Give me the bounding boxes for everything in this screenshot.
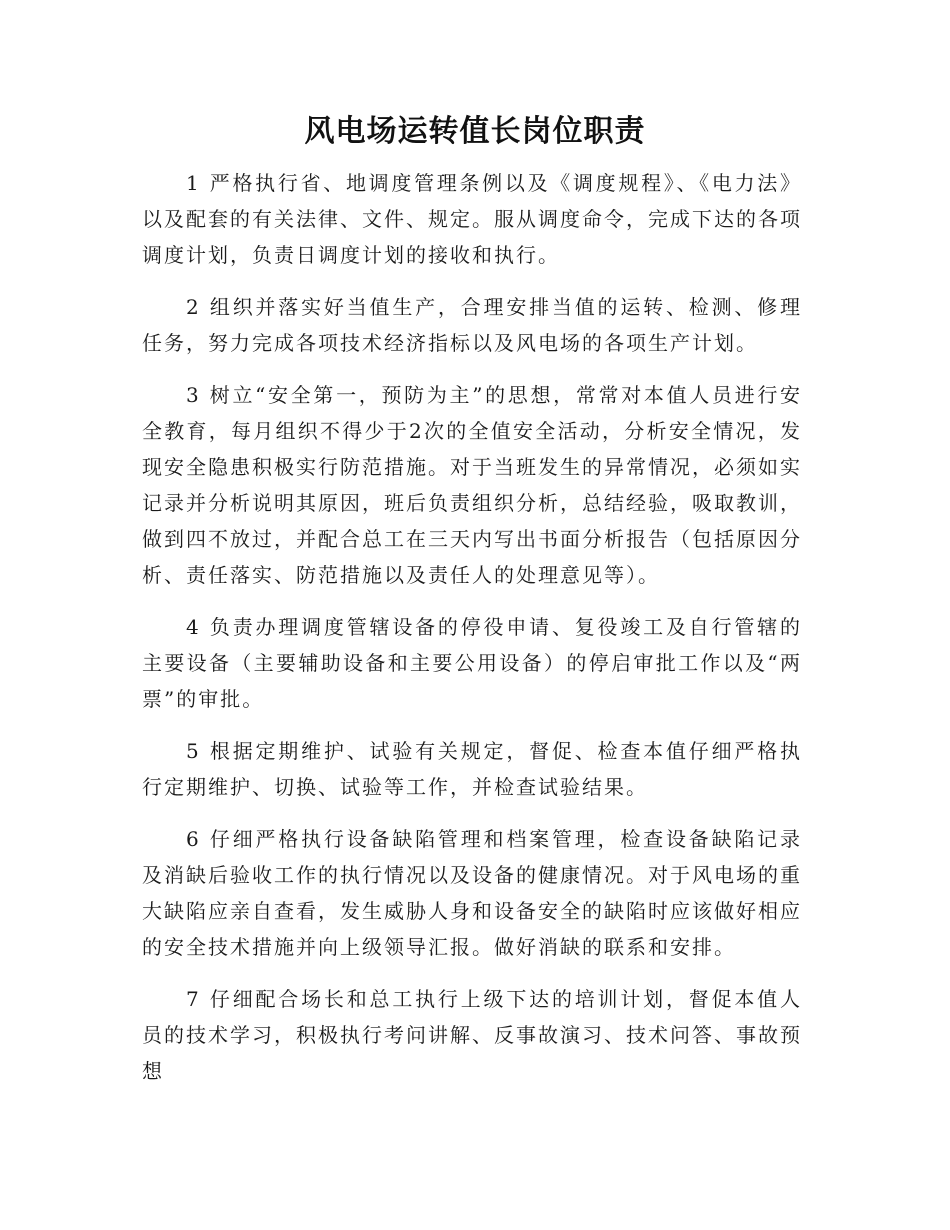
paragraph-1: 1 严格执行省、地调度管理条例以及《调度规程》、《电力法》以及配套的有关法律、文件、规定。服从调度命令，完成下达的各项调度计划，负责日调度计划的接收和执行。 [142,171,802,267]
paragraph-2: 2 组织并落实好当值生产，合理安排当值的运转、检测、修理任务，努力完成各项技术经济指标以及风电场的各项生产计划。 [142,295,802,355]
paragraph-7: 7 仔细配合场长和总工执行上级下达的培训计划，督促本值人员的技术学习，积极执行考问讲解、反事故演习、技术问答、事故预想 [142,987,802,1083]
paragraph-4: 4 负责办理调度管辖设备的停役申请、复役竣工及自行管辖的主要设备（主要辅助设备和主要公用设备）的停启审批工作以及“两票”的审批。 [142,615,802,711]
document-title: 风电场运转值长岗位职责 [304,114,646,149]
paragraph-5: 5 根据定期维护、试验有关规定，督促、检查本值仔细严格执行定期维护、切换、试验等工作，并检查试验结果。 [142,739,802,799]
document-body [142,165,802,1105]
paragraph-3: 3 树立“安全第一，预防为主”的思想，常常对本值人员进行安全教育，每月组织不得少于2次的全值安全活动，分析安全情况，发现安全隐患积极实行防范措施。对于当班发生的异常情况，必须如实记录并分析说明其原因，班后负责组织分析，总结经验，吸取教训，做到四不放过，并配合总工在三天内写出书面分析报告（包括原因分析、责任落实、防范措施以及责任人的处理意见等）。 [142,383,802,587]
paragraph-6: 6 仔细严格执行设备缺陷管理和档案管理，检查设备缺陷记录及消缺后验收工作的执行情况以及设备的健康情况。对于风电场的重大缺陷应亲自查看，发生威胁人身和设备安全的缺陷时应该做好相应的安全技术措施并向上级领导汇报。做好消缺的联系和安排。 [142,827,802,959]
